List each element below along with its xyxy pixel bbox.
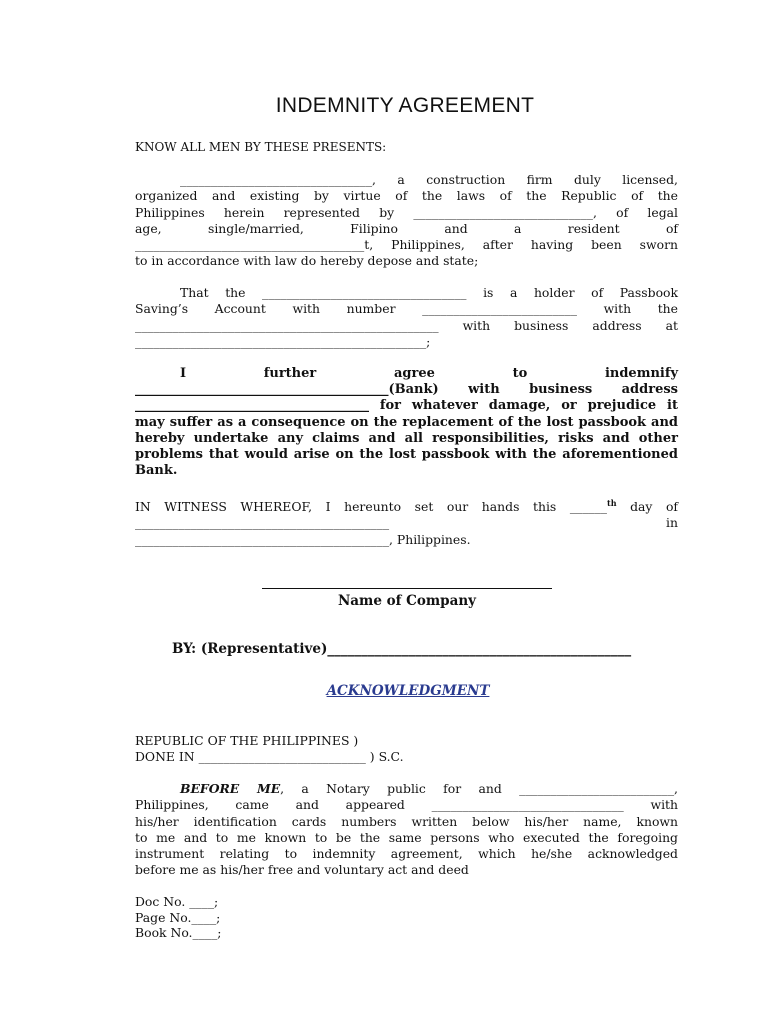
paragraph-indemnify (135, 366, 678, 479)
p1-line-1: _______________________________, a construction firm duly licensed, (180, 172, 678, 187)
paragraph-witness (135, 495, 678, 548)
know-all-men: KNOW ALL MEN BY THESE PRESENTS: (135, 140, 387, 154)
p4-line-3: _________________________________________, Philippines. (135, 531, 471, 547)
p1-line-6: to in accordance with law do hereby depose and state; (135, 253, 479, 269)
p3-line-4: may suffer as a consequence on the replacement of the lost passbook and (135, 414, 678, 430)
p2-line-4: _______________________________________________; (135, 333, 431, 349)
p4-line-1 (135, 495, 678, 515)
book-no: Book No.____; (135, 925, 222, 940)
rep-line-1: REPUBLIC OF THE PHILIPPINES ) (135, 733, 359, 748)
p3-line-2: _______________________________________(Bank) with business address (135, 382, 678, 398)
p1-line-5: _____________________________________t, Philippines, after having been sworn (135, 237, 678, 253)
republic-block (135, 733, 678, 766)
doc-numbers (135, 894, 678, 941)
page-no: Page No.____; (135, 909, 221, 925)
p3-line-3: ____________________________________ for whatever damage, or prejudice it (135, 398, 678, 414)
p4-superscript: th (607, 498, 617, 508)
name-of-company: Name of Company (337, 593, 477, 609)
paragraph-firm (135, 172, 678, 270)
paragraph-passbook (135, 285, 678, 350)
p5-line-1 (135, 781, 678, 797)
p5-line-4: to me and to me known to be the same persons who executed the foregoing (135, 829, 678, 845)
p3-line-1: I further agree to indemnify (180, 366, 678, 381)
p2-line-3: _________________________________________________ with business address at (135, 317, 678, 333)
p5-line-3: his/her identification cards numbers written below his/her name, known (135, 813, 678, 829)
p1-line-4: age, single/married, Filipino and a resident of (135, 220, 678, 236)
p5-line-1-text: , a Notary public for and _________________________, (280, 781, 678, 796)
by-representative: BY: (Representative)_____________________________________________ (172, 641, 632, 657)
p3-line-7: Bank. (135, 463, 178, 479)
p4-line-2: _________________________________________ in (135, 515, 678, 531)
doc-no: Doc No. ____; (135, 894, 219, 909)
signature-line (262, 588, 552, 589)
p1-line-3: Philippines herein represented by _____________________________, of legal (135, 204, 678, 220)
p2-line-2: Saving’s Account with number _________________________ with the (135, 301, 678, 317)
rep-line-2: DONE IN ___________________________ ) S.C. (135, 749, 404, 765)
p3-line-6: problems that would arise on the lost passbook with the aforementioned (135, 447, 678, 463)
p5-line-2: Philippines, came and appeared _______________________________ with (135, 797, 678, 813)
before-me: BEFORE ME (180, 781, 281, 796)
p5-line-6: before me as his/her free and voluntary act and deed (135, 862, 469, 878)
p4-line-1b: day of (616, 499, 678, 515)
paragraph-notary (135, 781, 678, 879)
p4-line-1a: IN WITNESS WHEREOF, I hereunto set our hands this ______ (135, 499, 607, 515)
document-title: INDEMNITY AGREEMENT (275, 94, 535, 117)
acknowledgment-heading: ACKNOWLEDGMENT (326, 683, 490, 699)
p1-line-2: organized and existing by virtue of the laws of the Republic of the (135, 188, 678, 204)
p5-line-5: instrument relating to indemnity agreement, which he/she acknowledged (135, 846, 678, 862)
p2-line-1: That the _________________________________ is a holder of Passbook (180, 285, 678, 300)
p3-line-5: hereby undertake any claims and all responsibilities, risks and other (135, 430, 678, 446)
